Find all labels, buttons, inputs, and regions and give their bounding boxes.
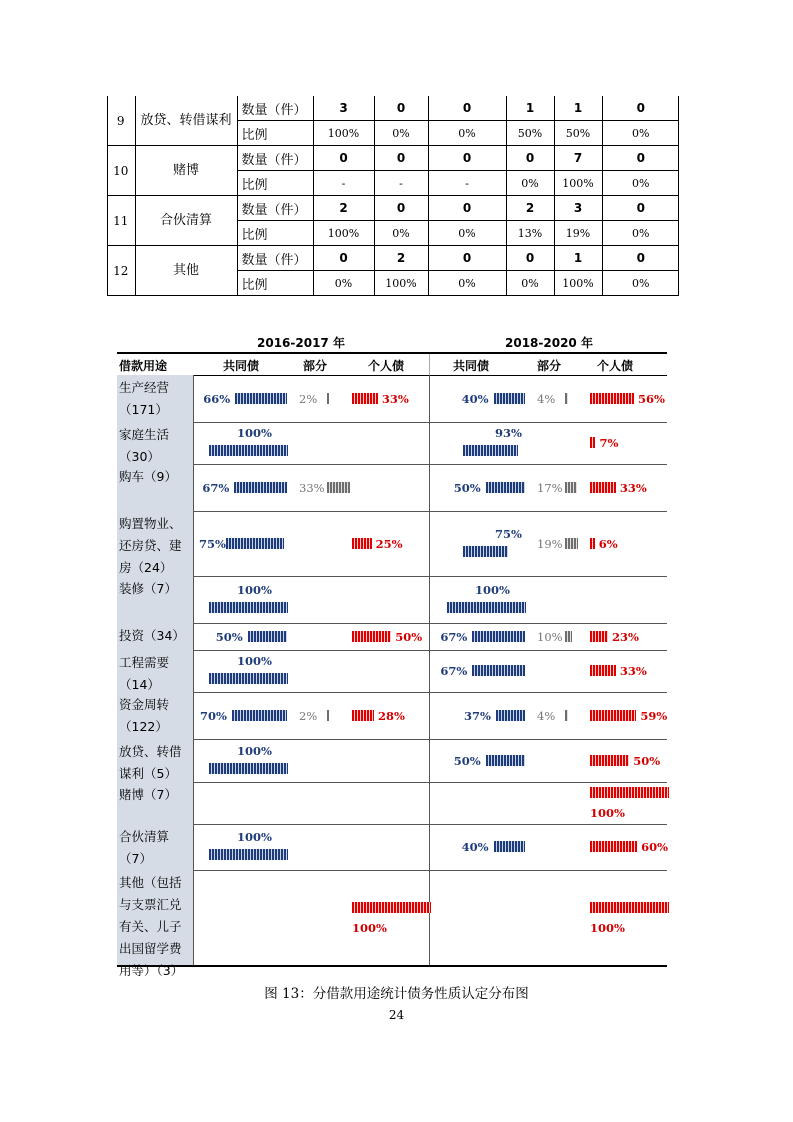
ratio-cell: 0%	[602, 171, 679, 196]
ratio-cell: -	[374, 171, 428, 196]
count-cell: 0	[506, 246, 554, 271]
ratio-cell: 0%	[428, 121, 506, 146]
count-cell: 0	[313, 146, 374, 171]
personal-pct-label: 33%	[381, 392, 409, 406]
usage-count-grid	[107, 96, 679, 296]
row-index: 12	[107, 246, 135, 296]
personal-pct-label: 7%	[599, 436, 619, 450]
joint-bar	[486, 755, 525, 766]
part-bar	[565, 393, 568, 404]
purpose-label: 赌博（7）	[117, 782, 193, 824]
joint-pct-label: 93%	[495, 426, 522, 440]
ratio-cell: 0%	[506, 171, 554, 196]
part-pct-label: 19%	[537, 537, 563, 551]
count-cell: 0	[602, 196, 679, 221]
metric-qty-label: 数量（件）	[237, 246, 313, 271]
header-personal-2: 个人债	[597, 359, 634, 373]
count-cell: 1	[506, 96, 554, 121]
part-bar	[565, 631, 572, 642]
metric-ratio-label: 比例	[237, 171, 313, 196]
personal-bar	[352, 631, 391, 642]
joint-pct-label: 50%	[453, 754, 481, 768]
header-joint-1: 共同债	[223, 359, 260, 373]
personal-pct-label: 100%	[590, 806, 625, 820]
count-cell: 0	[602, 246, 679, 271]
ratio-cell: 19%	[554, 221, 602, 246]
personal-pct-label: 50%	[395, 630, 423, 644]
joint-bar	[494, 393, 525, 404]
part-pct-label: 4%	[537, 709, 556, 723]
count-cell: 0	[428, 196, 506, 221]
row-category: 其他	[135, 246, 237, 296]
metric-ratio-label: 比例	[237, 121, 313, 146]
joint-pct-label: 37%	[463, 709, 491, 723]
purpose-label: 家庭生活（30）	[117, 422, 193, 464]
chart-row	[117, 692, 667, 740]
purpose-label: 其他（包括与支票汇兑有关、儿子出国留学费用等）（3）	[117, 870, 193, 966]
part-bar	[565, 710, 568, 721]
joint-bar	[209, 849, 288, 860]
ratio-cell: -	[428, 171, 506, 196]
ratio-cell: 100%	[313, 221, 374, 246]
ratio-cell: 0%	[428, 271, 506, 296]
joint-bar	[209, 673, 288, 684]
joint-pct-label: 100%	[237, 744, 272, 758]
part-bar	[565, 538, 578, 549]
page-number: 24	[388, 1008, 405, 1022]
joint-pct-label: 50%	[215, 630, 243, 644]
chart-row	[117, 824, 667, 871]
personal-pct-label: 100%	[590, 921, 625, 935]
joint-bar	[209, 602, 288, 613]
row-index: 9	[107, 96, 135, 146]
ratio-cell: 0%	[374, 121, 428, 146]
personal-bar	[352, 393, 378, 404]
ratio-cell: 100%	[554, 271, 602, 296]
ratio-cell: 0%	[374, 221, 428, 246]
count-cell: 0	[428, 96, 506, 121]
joint-pct-label: 100%	[237, 583, 272, 597]
personal-pct-label: 23%	[612, 630, 639, 644]
chart-row	[117, 782, 667, 825]
personal-bar	[590, 710, 636, 721]
personal-bar	[590, 787, 669, 798]
joint-bar	[209, 763, 288, 774]
table-row	[107, 246, 679, 271]
joint-bar	[447, 602, 526, 613]
joint-pct-label: 50%	[453, 481, 481, 495]
header-personal-1: 个人债	[368, 359, 405, 373]
personal-pct-label: 59%	[640, 709, 668, 723]
part-bar	[327, 710, 329, 721]
purpose-label: 购置物业、还房贷、建房（24）	[117, 511, 193, 576]
table-row	[107, 196, 679, 221]
part-pct-label: 10%	[537, 630, 563, 644]
row-index: 11	[107, 196, 135, 246]
count-cell: 3	[554, 196, 602, 221]
personal-bar	[590, 482, 616, 493]
count-cell: 0	[506, 146, 554, 171]
ratio-cell: 100%	[313, 121, 374, 146]
ratio-cell: 0%	[313, 271, 374, 296]
joint-bar	[248, 631, 287, 642]
row-category: 赌博	[135, 146, 237, 196]
count-cell: 0	[374, 146, 428, 171]
count-cell: 0	[602, 146, 679, 171]
count-cell: 1	[554, 246, 602, 271]
part-bar	[327, 393, 329, 404]
part-pct-label: 2%	[299, 709, 318, 723]
chart-header-row	[117, 352, 667, 376]
joint-pct-label: 100%	[237, 426, 272, 440]
part-pct-label: 4%	[537, 392, 556, 406]
joint-pct-label: 75%	[199, 537, 226, 551]
metric-qty-label: 数量（件）	[237, 146, 313, 171]
table-row	[107, 146, 679, 171]
joint-pct-label: 70%	[200, 709, 227, 723]
joint-pct-label: 100%	[237, 654, 272, 668]
joint-bar	[486, 482, 525, 493]
chart-row	[117, 375, 667, 423]
part-pct-label: 2%	[299, 392, 318, 406]
personal-pct-label: 25%	[375, 537, 403, 551]
personal-pct-label: 6%	[598, 537, 618, 551]
metric-ratio-label: 比例	[237, 221, 313, 246]
personal-bar	[590, 538, 595, 549]
count-cell: 0	[374, 196, 428, 221]
ratio-cell: 0%	[428, 221, 506, 246]
header-purpose: 借款用途	[119, 359, 168, 373]
part-pct-label: 17%	[537, 481, 563, 495]
joint-bar	[234, 482, 287, 493]
chart-row	[117, 464, 667, 512]
joint-pct-label: 40%	[461, 840, 489, 854]
purpose-label: 工程需要（14）	[117, 650, 193, 692]
ratio-cell: 0%	[602, 221, 679, 246]
personal-bar	[590, 665, 616, 676]
personal-pct-label: 100%	[352, 921, 387, 935]
count-cell: 3	[313, 96, 374, 121]
part-bar	[565, 482, 577, 493]
purpose-label: 购车（9）	[117, 464, 193, 511]
joint-bar	[209, 445, 288, 456]
personal-bar	[590, 902, 669, 913]
joint-bar	[235, 393, 287, 404]
joint-bar	[463, 546, 508, 557]
ratio-cell: 0%	[602, 121, 679, 146]
purpose-label: 生产经营（171）	[117, 375, 193, 422]
chart-row	[117, 576, 667, 624]
personal-bar	[590, 755, 629, 766]
count-cell: 0	[602, 96, 679, 121]
joint-bar	[463, 445, 518, 456]
personal-pct-label: 28%	[377, 709, 405, 723]
metric-ratio-label: 比例	[237, 271, 313, 296]
debt-nature-chart	[117, 330, 669, 978]
joint-pct-label: 67%	[202, 481, 230, 495]
personal-pct-label: 56%	[637, 392, 665, 406]
joint-bar	[496, 710, 525, 721]
chart-row	[117, 511, 667, 577]
joint-pct-label: 100%	[237, 830, 272, 844]
row-category: 合伙清算	[135, 196, 237, 246]
row-category: 放贷、转借谋利	[135, 96, 237, 146]
ratio-cell: 0%	[602, 271, 679, 296]
period-right-label: 2018-2020 年	[505, 336, 593, 350]
ratio-cell: 50%	[554, 121, 602, 146]
ratio-cell: 100%	[554, 171, 602, 196]
personal-pct-label: 60%	[641, 840, 669, 854]
purpose-label: 装修（7）	[117, 576, 193, 623]
metric-qty-label: 数量（件）	[237, 96, 313, 121]
joint-bar	[472, 631, 525, 642]
count-cell: 0	[428, 246, 506, 271]
joint-bar	[494, 841, 525, 852]
period-left-label: 2016-2017 年	[257, 336, 345, 350]
purpose-label: 合伙清算（7）	[117, 824, 193, 870]
personal-pct-label: 33%	[619, 664, 647, 678]
personal-pct-label: 33%	[619, 481, 647, 495]
metric-qty-label: 数量（件）	[237, 196, 313, 221]
personal-bar	[352, 538, 372, 549]
purpose-label: 投资（34）	[117, 623, 193, 650]
table-row	[107, 96, 679, 121]
header-joint-2: 共同债	[453, 359, 490, 373]
chart-row	[117, 422, 667, 465]
count-cell: 0	[374, 96, 428, 121]
count-cell: 7	[554, 146, 602, 171]
ratio-cell: 0%	[506, 271, 554, 296]
joint-pct-label: 67%	[440, 664, 468, 678]
personal-bar	[352, 710, 374, 721]
count-cell: 0	[313, 246, 374, 271]
chart-row	[117, 739, 667, 783]
joint-pct-label: 40%	[461, 392, 489, 406]
header-part-2: 部分	[537, 359, 562, 373]
ratio-cell: 13%	[506, 221, 554, 246]
count-cell: 2	[313, 196, 374, 221]
personal-pct-label: 50%	[633, 754, 661, 768]
joint-pct-label: 75%	[495, 527, 522, 541]
part-bar	[327, 482, 350, 493]
row-index: 10	[107, 146, 135, 196]
ratio-cell: 100%	[374, 271, 428, 296]
header-part-1: 部分	[303, 359, 328, 373]
count-cell: 2	[506, 196, 554, 221]
joint-pct-label: 100%	[475, 583, 510, 597]
personal-bar	[590, 631, 608, 642]
joint-bar	[232, 710, 287, 721]
ratio-cell: -	[313, 171, 374, 196]
chart-row	[117, 650, 667, 693]
ratio-cell: 50%	[506, 121, 554, 146]
purpose-label: 放贷、转借谋利（5）	[117, 739, 193, 782]
joint-bar	[472, 665, 525, 676]
purpose-label: 资金周转（122）	[117, 692, 193, 739]
joint-pct-label: 66%	[203, 392, 231, 406]
count-cell: 2	[374, 246, 428, 271]
count-cell: 0	[428, 146, 506, 171]
figure-caption: 图 13：分借款用途统计债务性质认定分布图	[264, 986, 529, 1002]
personal-bar	[590, 841, 637, 852]
chart-row	[117, 623, 667, 651]
personal-bar	[590, 393, 634, 404]
usage-count-table	[107, 96, 679, 296]
joint-bar	[226, 538, 284, 549]
part-pct-label: 33%	[299, 481, 325, 495]
personal-bar	[590, 437, 595, 448]
joint-pct-label: 67%	[440, 630, 468, 644]
count-cell: 1	[554, 96, 602, 121]
personal-bar	[352, 902, 431, 913]
chart-row	[117, 870, 667, 978]
